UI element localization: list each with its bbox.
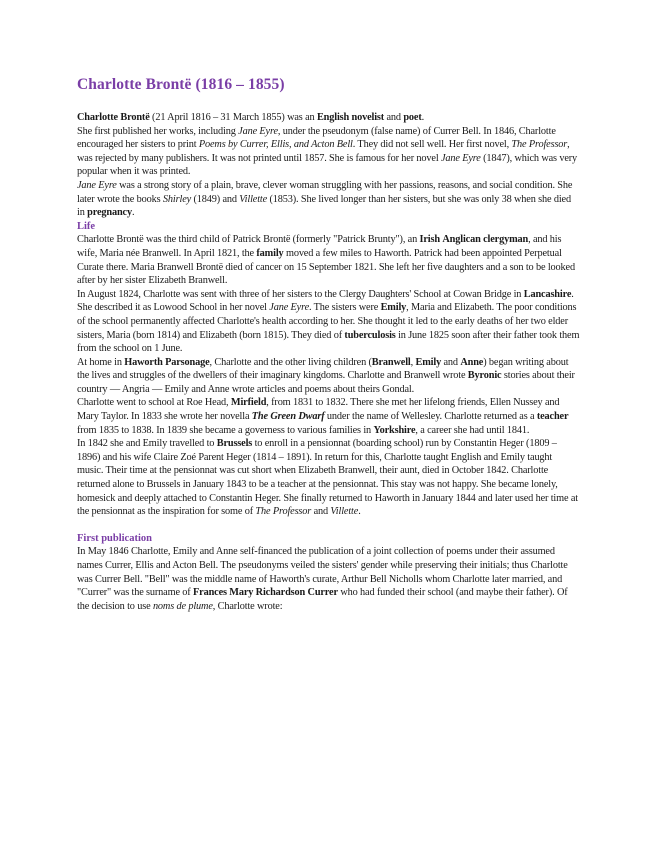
text-run: . The sisters were — [309, 302, 381, 314]
text-run: In August 1824, Charlotte was sent with three of her sisters to the Clergy Daughters' School at Cowan Bridge in — [77, 288, 524, 300]
text-run: Jane Eyre — [440, 152, 481, 164]
paragraph-life-haworth — [77, 356, 580, 397]
text-run: clergyman — [483, 234, 529, 246]
text-run: and — [441, 356, 461, 368]
text-run: Brussels — [216, 438, 253, 450]
text-run: , was rejected by many publishers. It was not printed until 1857. She is famous for her novel — [77, 139, 570, 164]
text-run: , Charlotte and the other living children ( — [209, 356, 372, 368]
text-run: , and his wife, Maria née Branwell. In April 1821, the — [77, 234, 562, 259]
text-run: The Professor — [511, 139, 568, 151]
text-run: under the name of Wellesley. Charlotte returned as a — [324, 411, 537, 423]
text-run: Lancashire — [523, 288, 572, 300]
text-run: pregnancy — [87, 207, 132, 219]
text-run: and — [384, 112, 404, 123]
paragraph-life-school — [77, 288, 580, 356]
paragraph-life-roe-head — [77, 396, 580, 437]
text-run: , from 1831 to 1832. There she met her lifelong friends, Ellen Nussey and Mary Taylor. In 1833 she wrote her novella — [77, 397, 560, 423]
text-run: Yorkshire — [373, 424, 416, 436]
text-run: moved a few miles to Haworth. Patrick had been appointed Perpetual Curate there. Maria Branwell Brontë died of cancer on 15 September 1821. She left her five daughters and a son to be looked after by her sister Elizabeth Branwell. — [77, 247, 575, 287]
text-run: (1853). She lived longer than her sisters, but she was only 38 when she died in — [77, 193, 571, 219]
section-heading-life: Life — [77, 220, 96, 232]
text-run: Poems by Currer, Ellis, and Acton Bell — [198, 139, 353, 151]
text-run: . — [131, 207, 135, 219]
text-run: . They did not sell well. Her first novel, — [352, 139, 512, 151]
page-title: Charlotte Brontë (1816 – 1855) — [77, 76, 285, 93]
text-run: Frances Mary Richardson Currer — [193, 587, 338, 599]
text-run: poet — [403, 112, 422, 123]
text-run: Irish — [419, 234, 440, 246]
text-run: teacher — [536, 411, 569, 423]
text-run: (1849) and — [191, 193, 240, 205]
text-run: Villette — [239, 193, 268, 205]
text-run: and — [311, 506, 331, 518]
text-run: She first published her works, including — [77, 125, 239, 137]
paragraph-first-publication — [77, 545, 580, 613]
text-run: . — [421, 112, 425, 123]
text-run: Byronic — [467, 370, 502, 382]
text-run: who had funded their school (and maybe their father). Of the decision to use — [77, 587, 568, 612]
text-run: , Maria and Elizabeth. The poor conditions of the school permanently affected Charlotte's health according to her. She thought it led to the early deaths of her two elder sisters, Maria (born 1814) and Elizabeth (born 1815). They died of — [77, 302, 577, 341]
text-run: Jane Eyre — [269, 302, 309, 314]
text-run: noms de plume — [152, 600, 213, 612]
text-run: (21 April 1816 – 31 March 1855) was an — [149, 112, 317, 123]
text-run: ) began writing about the lives and struggles of the dwellers of their imaginary kingdoms. Charlotte and Branwell wrote — [77, 356, 569, 382]
text-run: (1847), which was very popular when it was printed. — [77, 152, 578, 178]
paragraph-life-family — [77, 233, 580, 287]
text-run: Emily — [415, 356, 442, 368]
paragraph-intro — [77, 111, 580, 125]
text-run: The Professor — [255, 506, 312, 518]
text-run: . She described it as Lowood School in her novel — [77, 288, 574, 314]
text-run: , a career she had until 1841. — [415, 424, 530, 436]
text-run: Shirley — [162, 193, 192, 205]
text-run: Emily — [380, 302, 407, 314]
text-run: , Charlotte wrote: — [212, 600, 283, 612]
text-run: Charlotte Brontë was the third child of Patrick Brontë (formerly "Patrick Brunty"), an — [77, 234, 420, 246]
text-run: Jane Eyre — [238, 125, 278, 137]
text-run: Jane Eyre — [77, 179, 117, 191]
text-run: tuberculosis — [344, 329, 396, 341]
text-run: stories about their country — Angria — Emily and Anne wrote articles and poems about theirs Gondal. — [77, 370, 575, 395]
article-body — [77, 76, 580, 613]
section-heading-first-publication: First publication — [77, 532, 152, 544]
text-run: Charlotte went to school at Roe Head, — [77, 397, 231, 409]
text-run: , under the pseudonym (false name) of Currer Bell. In 1846, Charlotte encouraged her sisters to print — [77, 125, 556, 151]
text-run: In May 1846 Charlotte, Emily and Anne self-financed the publication of a joint collection of poems under their assumed names Currer, Ellis and Acton Bell. The pseudonyms veiled the sisters' gender while preserving their initials; thus Charlotte was Currer Bell. "Bell" was the middle name of Haworth's curate, Arthur Bell Nicholls whom Charlotte later married, and "Currer" was the surname of — [77, 546, 568, 599]
paragraph-life-brussels — [77, 437, 580, 519]
text-run: English novelist — [316, 112, 385, 123]
paragraph-published — [77, 125, 580, 179]
text-run: Mirfield — [230, 397, 267, 409]
text-run: Branwell — [371, 356, 411, 368]
text-run: The Green Dwarf — [251, 411, 325, 423]
text-run: Charlotte Brontë — [77, 112, 150, 123]
text-run: was a strong story of a plain, brave, clever woman struggling with her passions, reasons, and social condition. She later wrote the books — [77, 179, 573, 205]
text-run: family — [256, 247, 284, 259]
text-run: In 1842 she and Emily travelled to — [77, 438, 217, 450]
text-run: Villette — [330, 506, 359, 518]
text-run: Anne — [460, 356, 484, 368]
text-run: in June 1825 soon after their father took them from the school on 1 June. — [77, 329, 580, 355]
text-run: to enroll in a pensionnat (boarding school) run by Constantin Heger (1809 – 1896) and his wife Claire Zoé Parent Heger (1814 – 1891). In return for this, Charlotte taught English and Emily taught music. Their time at the pensionnat was cut short when Elizabeth Branwell, their aunt, died in October 1842. Charlotte returned alone to Brussels in January 1843 to be a teacher at the pensionnat. This stay was not happy. She became lonely, homesick and deeply attached to Constantin Heger. She finally returned to Haworth in January 1844 and later used her time at the pensionnat as the inspiration for some of — [77, 438, 578, 518]
text-run: Anglican — [442, 234, 481, 246]
text-run: from 1835 to 1838. In 1839 she became a governess to various families in — [77, 424, 374, 436]
text-run: . — [358, 506, 361, 518]
text-run: At home in — [77, 356, 125, 368]
text-run: Haworth Parsonage — [124, 356, 210, 368]
text-run: , — [410, 356, 416, 368]
paragraph-jane-eyre — [77, 179, 580, 220]
